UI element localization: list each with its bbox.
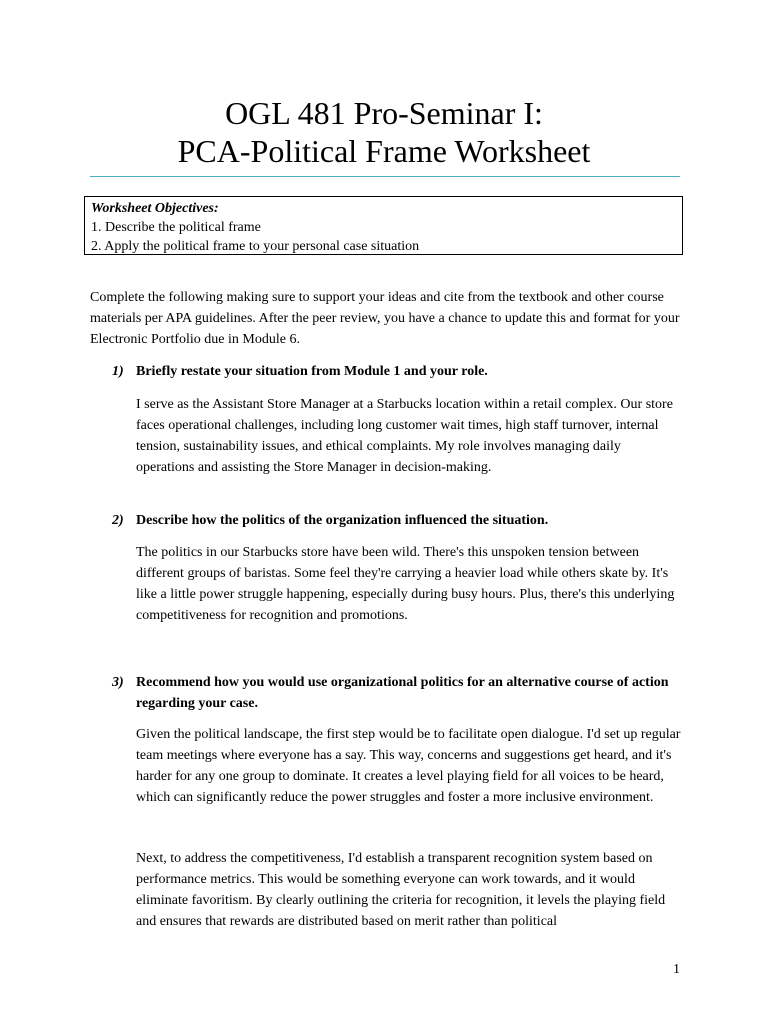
question-number: 2)	[112, 513, 124, 528]
answer-3-paragraph-1: Given the political landscape, the first step would be to facilitate open dialogue. I'd set up regular team meetings where everyone has a say. This way, concerns and suggestions get heard, and it's harder for any one group to dominate. It creates a level playing field for all voices to be heard, which can significantly reduce the power struggles and foster a more inclusive environment.	[136, 727, 681, 805]
title-line-2: PCA-Political Frame Worksheet	[177, 133, 591, 169]
answer-1-paragraph: I serve as the Assistant Store Manager at a Starbucks location within a retail complex. Our store faces operational challenges, including long customer wait times, high staff turnover, internal tension, sustainability issues, and ethical complaints. My role involves managing daily operations and assisting the Store Manager in decision-making.	[136, 397, 673, 475]
objectives-box	[84, 196, 683, 255]
page-number: 1	[673, 962, 680, 977]
question-3	[112, 672, 682, 714]
question-1	[112, 361, 682, 382]
question-number: 3)	[112, 675, 124, 690]
answer-2-paragraph: The politics in our Starbucks store have been wild. There's this unspoken tension between different groups of baristas. Some feel they're carrying a heavier load while others skate by. It's like a little power struggle happening, especially during busy hours. Plus, there's this underlying competitiveness for recognition and promotions.	[136, 545, 675, 623]
objective-item: 1. Describe the political frame	[91, 220, 261, 235]
title-divider	[90, 176, 680, 177]
question-text: Describe how the politics of the organization influenced the situation.	[136, 513, 549, 528]
question-text: Recommend how you would use organizational politics for an alternative course of action regarding your case.	[136, 675, 669, 711]
objective-item: 2. Apply the political frame to your personal case situation	[91, 239, 420, 254]
document-title	[0, 94, 768, 170]
objectives-heading: Worksheet Objectives:	[91, 201, 219, 216]
question-number: 1)	[112, 364, 124, 379]
intro-paragraph: Complete the following making sure to support your ideas and cite from the textbook and other course materials per APA guidelines. After the peer review, you have a chance to update this and format for your Electronic Portfolio due in Module 6.	[90, 290, 680, 347]
title-line-1: OGL 481 Pro-Seminar I:	[225, 95, 543, 131]
question-2	[112, 510, 682, 531]
answer-3-paragraph-2: Next, to address the competitiveness, I'd establish a transparent recognition system based on performance metrics. This would be something everyone can work towards, and it would eliminate favoritism. By clearly outlining the criteria for recognition, it levels the playing field and ensures that rewards are distributed based on merit rather than political	[136, 851, 666, 929]
question-text: Briefly restate your situation from Module 1 and your role.	[136, 364, 488, 379]
